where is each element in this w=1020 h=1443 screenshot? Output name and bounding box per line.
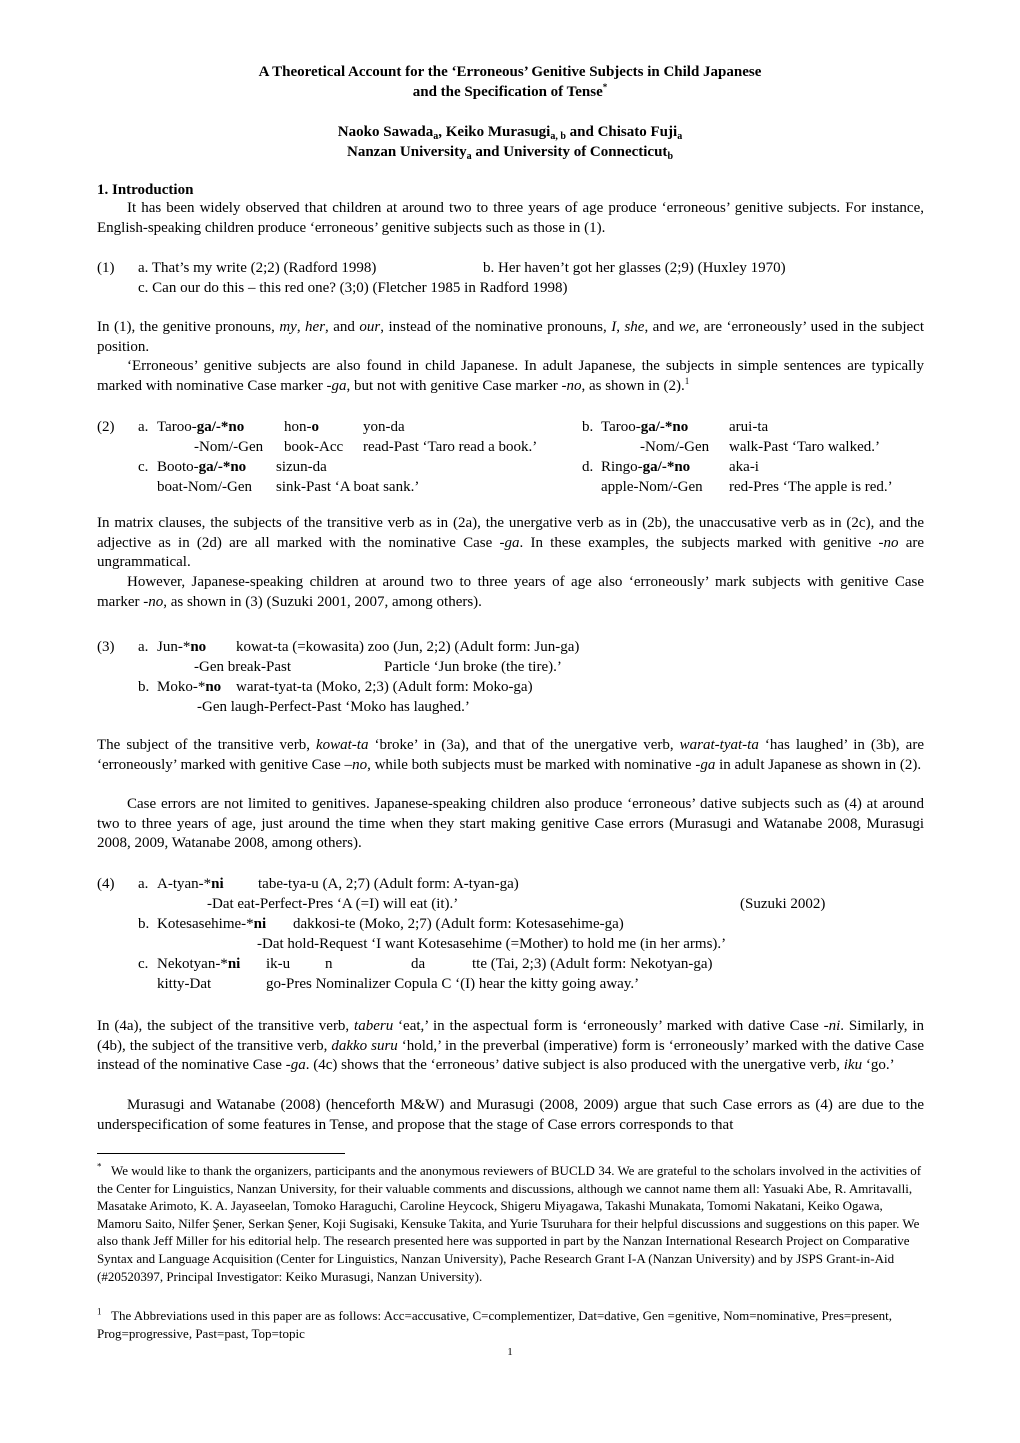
gloss-word: Moko-*no <box>157 679 222 695</box>
gloss-word: aka-i <box>729 459 759 475</box>
example-source: (Suzuki 2002) <box>740 896 826 912</box>
example-label: b. <box>138 916 150 932</box>
gloss-line: -Nom/-Gen <box>194 439 264 455</box>
example-item: c. Can our do this – this red one? (3;0) (Fletcher 1985 in Radford 1998) <box>138 280 568 296</box>
author-name: Keiko Murasugi <box>445 124 551 140</box>
title-footnote-marker: * <box>602 82 608 92</box>
affiliation-mark: b <box>667 151 673 162</box>
footnote-marker: 1 <box>684 375 690 386</box>
separator: , <box>438 124 446 140</box>
gloss-word: dakkosi-te (Moko, 2;7) (Adult form: Kotesasehime-ga) <box>293 916 624 932</box>
affiliation-list <box>0 142 1020 162</box>
paragraph: However, Japanese-speaking children at around two to three years of age also ‘erroneously’ mark subjects with genitive Case marker -no, as shown in (3) (Suzuki 2001, 2007, among others). <box>97 574 924 610</box>
gloss-line: -Dat hold-Request ‘I want Kotesasehime (=Mother) to hold me (in her arms).’ <box>257 936 727 952</box>
example-label: d. <box>582 459 594 475</box>
gloss-line: sink-Past ‘A boat sank.’ <box>276 479 420 495</box>
paper-title-line2-text: and the Specification of Tense <box>412 84 603 100</box>
paper-title-line2 <box>0 82 1020 102</box>
gloss-word: arui-ta <box>729 419 769 435</box>
gloss-word: Taroo-ga/-*no <box>601 419 689 435</box>
paragraph: Murasugi and Watanabe (2008) (henceforth M&W) and Murasugi (2008, 2009) argue that such Case errors as (4) are due to the underspecification of some features in Tense, and propose that the stage of Case errors corresponds to that <box>97 1097 924 1133</box>
footnote-marker: * <box>97 1161 102 1172</box>
gloss-line: walk-Past ‘Taro walked.’ <box>729 439 880 455</box>
page-number: 1 <box>507 1346 513 1358</box>
gloss-line: apple-Nom/-Gen <box>601 479 703 495</box>
gloss-word: hon-o <box>284 419 319 435</box>
gloss-line: book-Acc <box>284 439 344 455</box>
paper-title-line1: A Theoretical Account for the ‘Erroneous’ Genitive Subjects in Child Japanese <box>258 64 762 80</box>
footnote-acknowledgements: * We would like to thank the organizers, participants and the anonymous reviewers of BUCLD 34. We are grateful to the scholars involved in the activities of the Center for Linguistics, Nanzan University, for their valuable comments and discussions, although we cannot name them all: Yasuaki Abe, R. Amritavalli, Masatake Arimoto, K. A. Jayaseelan, Tomoko Haraguchi, Caroline Heycock, Shigeru Miyagawa, Takashi Munakata, Tomomi Nakatani, Keiko Ogawa, Mamoru Saito, Nilfer Şener, Serkan Şener, Koji Sugisaki, Kensuke Takita, and Yurie Tsuruhara for their helpful discussions and suggestions on this paper. We also thank Jeff Miller for his editorial help. The research presented here was supported in part by the Nanzan International Research Project on Comparative Syntax and Language Acquisition (Center for Linguistics, Nanzan University), Pache Research Grant I-A (Nanzan University) and by JSPS Grant-in-Aid (#20520397, Principal Investigator: Keiko Murasugi, Nanzan University). <box>97 1161 922 1284</box>
gloss-word: Nekotyan-*ni <box>157 956 241 972</box>
gloss-line: -Gen break-Past <box>194 659 292 675</box>
author-name: Chisato Fuji <box>597 124 678 140</box>
paragraph: Case errors are not limited to genitives. Japanese-speaking children also produce ‘erroneous’ dative subjects such as (4) at around two to three years of age, just around the time when they start making genitive Case errors (Murasugi and Watanabe 2008, Murasugi 2008, 2009, Watanabe 2008, among others). <box>97 796 924 852</box>
affiliation-mark: a, b <box>550 131 566 142</box>
example-item: a. That’s my write (2;2) (Radford 1998) <box>138 260 377 276</box>
gloss-word: tabe-tya-u (A, 2;7) (Adult form: A-tyan-ga) <box>258 876 519 892</box>
affiliation-mark: a <box>677 131 683 142</box>
gloss-line: Particle ‘Jun broke (the tire).’ <box>384 659 562 675</box>
gloss-word: warat-tyat-ta (Moko, 2;3) (Adult form: Moko-ga) <box>236 679 533 695</box>
gloss-word: da <box>411 956 426 972</box>
gloss-word: yon-da <box>363 419 405 435</box>
example-label: c. <box>138 956 149 972</box>
section-heading: 1. Introduction <box>97 182 194 198</box>
gloss-line: read-Past ‘Taro read a book.’ <box>363 439 538 455</box>
example-item: b. Her haven’t got her glasses (2;9) (Huxley 1970) <box>483 260 786 276</box>
example-number: (1) <box>97 260 115 276</box>
gloss-line: -Dat eat-Perfect-Pres ‘A (=I) will eat (it).’ <box>207 896 459 912</box>
author-name: Naoko Sawada <box>337 124 434 140</box>
gloss-line: kitty-Dat <box>157 976 212 992</box>
example-number: (4) <box>97 876 115 892</box>
example-label: b. <box>582 419 594 435</box>
paragraph: ‘Erroneous’ genitive subjects are also found in child Japanese. In adult Japanese, the subjects in simple sentences are typically marked with nominative Case marker -ga, but not with genitive Case marker -no, as shown in (2).$^1$ <box>97 358 924 394</box>
gloss-word: kowat-ta (=kowasita) zoo (Jun, 2;2) (Adult form: Jun-ga) <box>236 639 580 655</box>
example-label: a. <box>138 876 149 892</box>
gloss-line: boat-Nom/-Gen <box>157 479 252 495</box>
paragraph: In (1), the genitive pronouns, my, her, and our, instead of the nominative pronouns, I, she, and we, are ‘erroneously’ used in the subject position. <box>97 319 925 355</box>
gloss-word: Taroo-ga/-*no <box>157 419 245 435</box>
author-list <box>0 122 1020 142</box>
footnote-abbreviations: $^1$ The Abbreviations used in this paper are as follows: Acc=accusative, C=complementizer, Dat=dative, Gen =genitive, Nom=nominative, Pres=present, Prog=progressive, Past=past, Top=topic <box>97 1306 893 1341</box>
separator: and <box>565 124 598 140</box>
gloss-word: n <box>325 956 333 972</box>
example-number: (3) <box>97 639 115 655</box>
paragraph: It has been widely observed that children at around two to three years of age produce ‘erroneous’ genitive subjects. For instance, English-speaking children produce ‘erroneous’ genitive subjects such as those in (1). <box>97 200 924 236</box>
gloss-word: ik-u <box>266 956 291 972</box>
example-label: a. <box>138 419 149 435</box>
paragraph: In (4a), the subject of the transitive verb, taberu ‘eat,’ in the aspectual form is ‘erroneously’ marked with dative Case -ni. Similarly, in (4b), the subject of the transitive verb, dakko suru ‘hold,’ in the preverbal (imperative) form is ‘erroneously’ marked with the dative Case instead of the nominative Case -ga. (4c) shows that the ‘erroneous’ dative subject is also produced with the unergative verb, iku ‘go.’ <box>97 1018 924 1074</box>
gloss-line: go-Pres Nominalizer Copula C ‘(I) hear the kitty going away.’ <box>266 976 640 992</box>
gloss-word: sizun-da <box>276 459 327 475</box>
example-label: b. <box>138 679 150 695</box>
gloss-word: Ringo-ga/-*no <box>601 459 691 475</box>
institution-name: Nanzan University <box>347 144 467 160</box>
institution-name: University of Connecticut <box>503 144 668 160</box>
gloss-word: Booto-ga/-*no <box>157 459 247 475</box>
gloss-word: tte (Tai, 2;3) (Adult form: Nekotyan-ga) <box>472 956 713 972</box>
gloss-line: red-Pres ‘The apple is red.’ <box>729 479 893 495</box>
affiliation-mark: a <box>433 131 439 142</box>
example-number: (2) <box>97 419 115 435</box>
separator: and <box>471 144 504 160</box>
gloss-word: A-tyan-*ni <box>157 876 224 892</box>
paragraph: In matrix clauses, the subjects of the transitive verb as in (2a), the unergative verb as in (2b), the unaccusative verb as in (2c), and the adjective as in (2d) are all marked with the nominative Case -ga. In these examples, the subjects marked with genitive -no are ungrammatical. <box>97 515 925 571</box>
gloss-line: -Gen laugh-Perfect-Past ‘Moko has laughed.’ <box>197 699 470 715</box>
gloss-word: Jun-*no <box>157 639 207 655</box>
gloss-line: -Nom/-Gen <box>640 439 710 455</box>
paragraph: The subject of the transitive verb, kowat-ta ‘broke’ in (3a), and that of the unergative verb, warat-tyat-ta ‘has laughed’ in (3b), are ‘erroneously’ marked with genitive Case –no, while both subjects must be marked with nominative -ga in adult Japanese as shown in (2). <box>97 737 924 773</box>
footnote-divider <box>97 1153 345 1154</box>
example-label: a. <box>138 639 149 655</box>
affiliation-mark: a <box>466 151 472 162</box>
example-label: c. <box>138 459 149 475</box>
gloss-word: Kotesasehime-*ni <box>157 916 267 932</box>
footnote-marker: 1 <box>97 1306 102 1317</box>
